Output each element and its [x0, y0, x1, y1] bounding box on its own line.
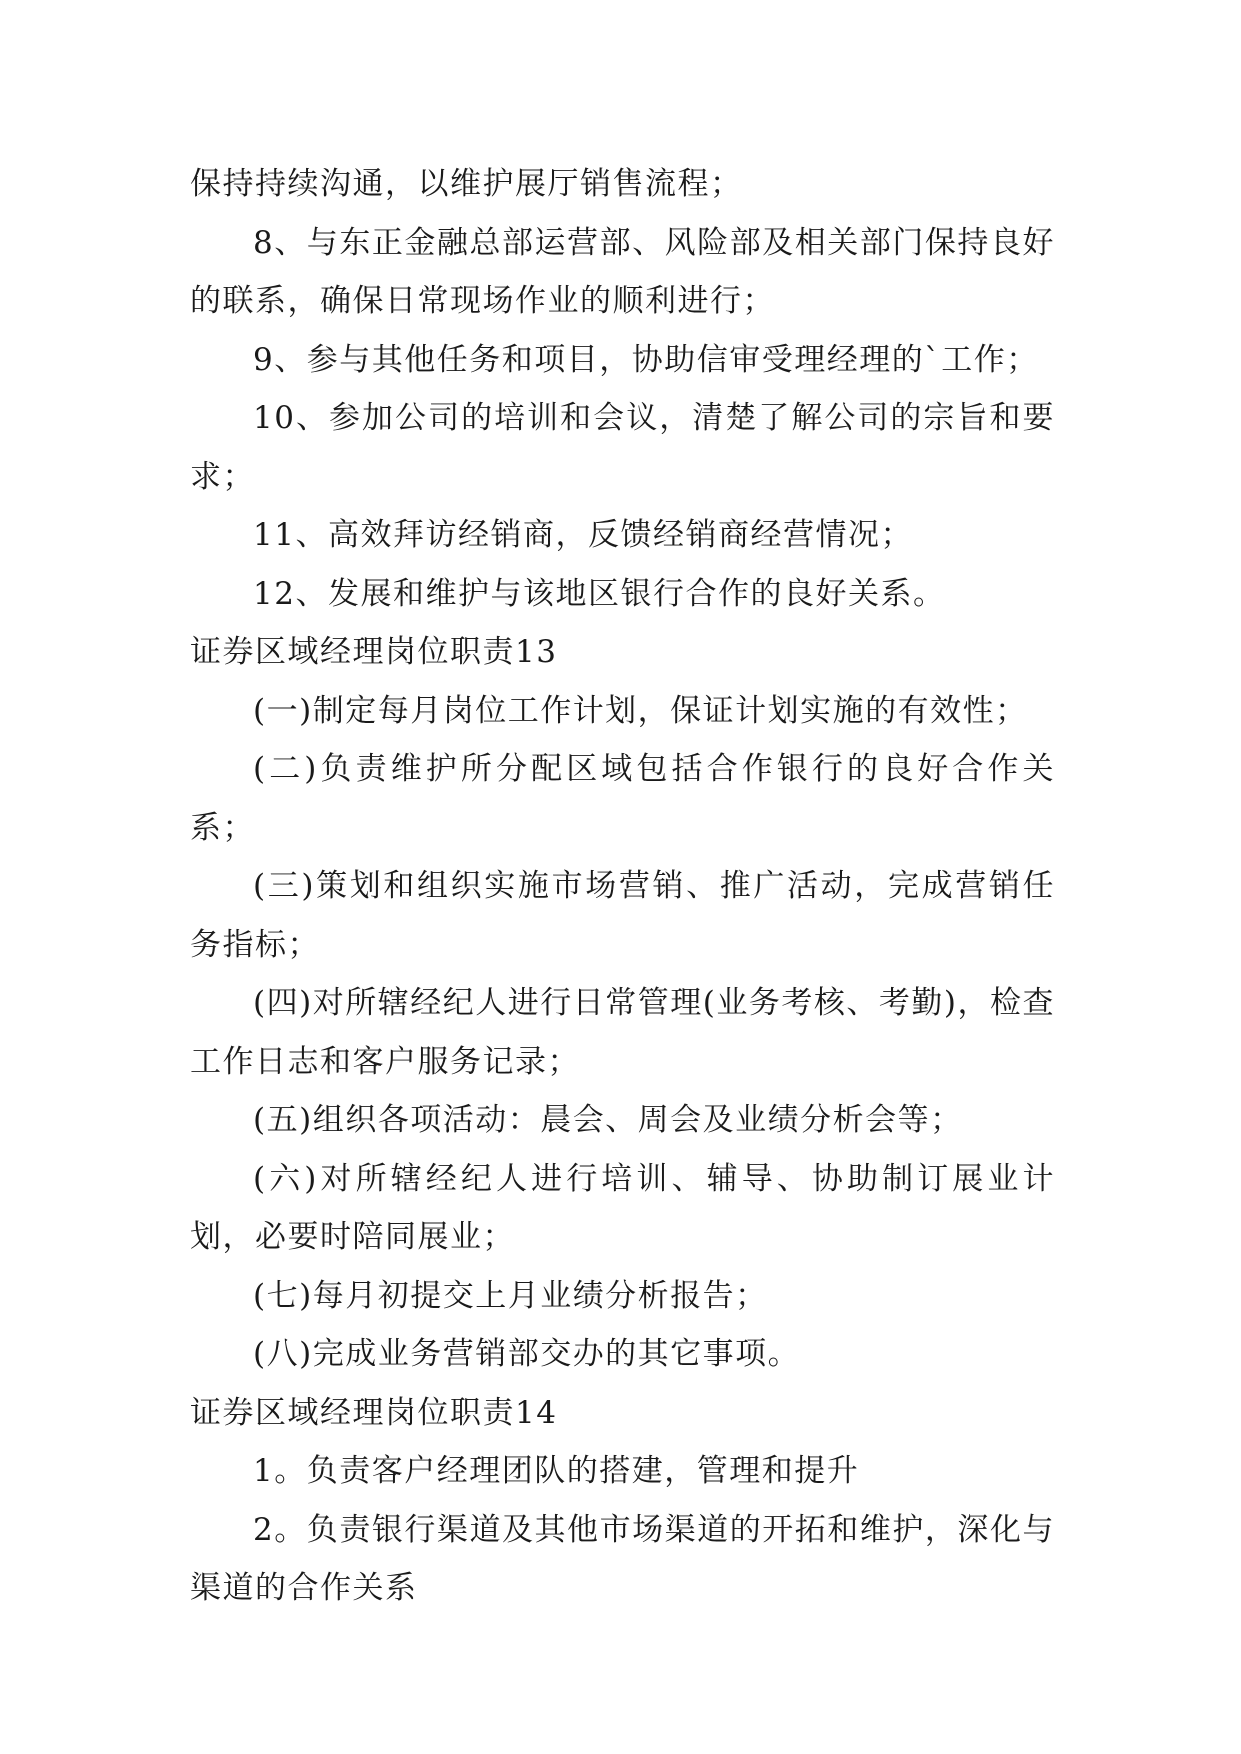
list-item: 11、高效拜访经销商，反馈经销商经营情况； [253, 517, 913, 553]
list-item: 9、参与其他任务和项目，协助信审受理经理的`工作； [253, 341, 1039, 378]
list-item: (八)完成业务营销部交办的其它事项。 [253, 1336, 801, 1372]
list-item: (一)制定每月岗位工作计划，保证计划实施的有效性； [253, 692, 1028, 729]
list-item: 8、与东正金融总部运营部、风险部及相关部门保持良好的联系，确保日常现场作业的顺利进行； [190, 224, 1055, 319]
list-item: 1。负责客户经理团队的搭建，管理和提升 [253, 1453, 860, 1489]
section-heading: 证券区域经理岗位职责13 [190, 634, 558, 670]
list-item: (六)对所辖经纪人进行培训、辅导、协助制订展业计划，必要时陪同展业； [190, 1160, 1055, 1255]
section-heading: 证券区域经理岗位职责14 [190, 1394, 558, 1431]
list-item: (四)对所辖经纪人进行日常管理(业务考核、考勤)，检查工作日志和客户服务记录； [190, 985, 1055, 1080]
list-item: 10、参加公司的培训和会议，清楚了解公司的宗旨和要求； [190, 400, 1055, 495]
list-item: 12、发展和维护与该地区银行合作的良好关系。 [253, 575, 946, 612]
list-item: (三)策划和组织实施市场营销、推广活动，完成营销任务指标； [190, 868, 1055, 963]
list-item: 2。负责银行渠道及其他市场渠道的开拓和维护，深化与渠道的合作关系 [190, 1511, 1055, 1606]
list-item: (二)负责维护所分配区域包括合作银行的良好合作关系； [190, 751, 1055, 846]
document-body [190, 155, 1055, 1618]
list-item: (七)每月初提交上月业绩分析报告； [253, 1277, 768, 1314]
list-item: (五)组织各项活动：晨会、周会及业绩分析会等； [253, 1102, 963, 1138]
paragraph-continuation: 保持持续沟通，以维护展厅销售流程； [190, 166, 743, 202]
